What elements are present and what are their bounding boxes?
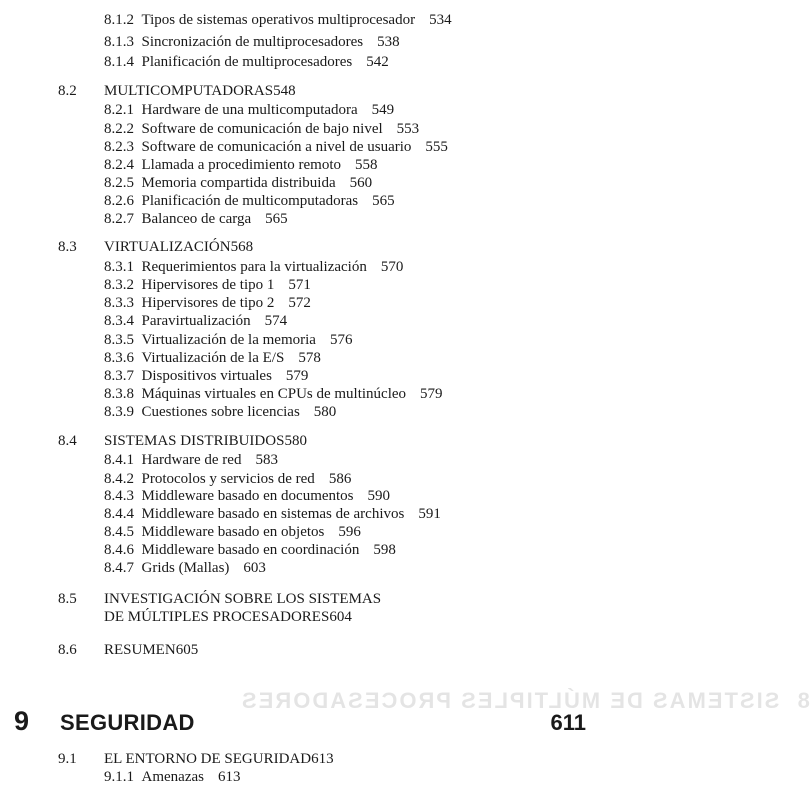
toc-entry-8-4-5: 8.4.5 Middleware basado en objetos 596	[104, 524, 361, 540]
section-number-8-3: 8.3	[58, 239, 77, 255]
toc-entry-8-1-4: 8.1.4 Planificación de multiprocesadores 542	[104, 54, 389, 70]
section-title-8-3: VIRTUALIZACIÓN568	[104, 239, 254, 255]
section-title-8-5-line1: INVESTIGACIÓN SOBRE LOS SISTEMAS	[104, 591, 382, 607]
toc-entry-8-2-5: 8.2.5 Memoria compartida distribuida 560	[104, 175, 373, 191]
toc-entry-8-2-3: 8.2.3 Software de comunicación a nivel de usuario 555	[104, 139, 448, 155]
toc-entry-8-2-6: 8.2.6 Planificación de multicomputadoras 565	[104, 193, 395, 209]
toc-entry-8-1-3: 8.1.3 Sincronización de multiprocesadores 538	[104, 34, 400, 50]
section-title-8-2: MULTICOMPUTADORAS548	[104, 83, 296, 99]
toc-entry-8-2-4: 8.2.4 Llamada a procedimiento remoto 558	[104, 157, 378, 173]
toc-entry-8-4-7: 8.4.7 Grids (Mallas) 603	[104, 560, 266, 576]
toc-entry-8-4-1: 8.4.1 Hardware de red 583	[104, 452, 278, 468]
show-through-heading: 8 SISTEMAS DE MÚLTIPLES PROCESADORES	[240, 688, 810, 713]
section-number-8-5: 8.5	[58, 591, 77, 607]
toc-entry-8-3-2: 8.3.2 Hipervisores de tipo 1 571	[104, 277, 311, 293]
toc-entry-8-3-7: 8.3.7 Dispositivos virtuales 579	[104, 368, 309, 384]
toc-entry-8-3-6: 8.3.6 Virtualización de la E/S 578	[104, 350, 321, 366]
toc-entry-8-2-7: 8.2.7 Balanceo de carga 565	[104, 211, 288, 227]
section-title-9-1: EL ENTORNO DE SEGURIDAD613	[104, 751, 334, 767]
section-number-8-2: 8.2	[58, 83, 77, 99]
section-title-8-5-line2: DE MÚLTIPLES PROCESADORES604	[104, 609, 352, 625]
toc-entry-8-1-2: 8.1.2 Tipos de sistemas operativos multiprocesador 534	[104, 12, 452, 28]
section-title-8-6: RESUMEN605	[104, 642, 199, 658]
toc-entry-8-3-5: 8.3.5 Virtualización de la memoria 576	[104, 332, 353, 348]
toc-entry-8-3-3: 8.3.3 Hipervisores de tipo 2 572	[104, 295, 311, 311]
toc-entry-8-4-6: 8.4.6 Middleware basado en coordinación 598	[104, 542, 396, 558]
section-title-8-4: SISTEMAS DISTRIBUIDOS580	[104, 433, 307, 449]
toc-entry-8-3-4: 8.3.4 Paravirtualización 574	[104, 313, 288, 329]
chapter-number: 9	[14, 706, 30, 736]
chapter-title: SEGURIDAD	[60, 710, 195, 735]
toc-entry-8-4-2: 8.4.2 Protocolos y servicios de red 586	[104, 471, 352, 487]
toc-entry-8-2-2: 8.2.2 Software de comunicación de bajo nivel 553	[104, 121, 420, 137]
chapter-page: 611	[550, 710, 586, 735]
toc-entry-9-1-1: 9.1.1 Amenazas 613	[104, 769, 241, 785]
toc-entry-8-3-8: 8.3.8 Máquinas virtuales en CPUs de multinúcleo 579	[104, 386, 443, 402]
chapter-heading	[14, 706, 586, 736]
toc-entry-8-2-1: 8.2.1 Hardware de una multicomputadora 549	[104, 102, 395, 118]
section-number-9-1: 9.1	[58, 751, 77, 767]
toc-entry-8-4-4: 8.4.4 Middleware basado en sistemas de archivos 591	[104, 506, 441, 522]
toc-entry-8-3-9: 8.3.9 Cuestiones sobre licencias 580	[104, 404, 337, 420]
section-number-8-4: 8.4	[58, 433, 77, 449]
toc-entry-8-3-1: 8.3.1 Requerimientos para la virtualización 570	[104, 259, 404, 275]
toc-entry-8-4-3: 8.4.3 Middleware basado en documentos 590	[104, 488, 391, 504]
section-number-8-6: 8.6	[58, 642, 77, 658]
